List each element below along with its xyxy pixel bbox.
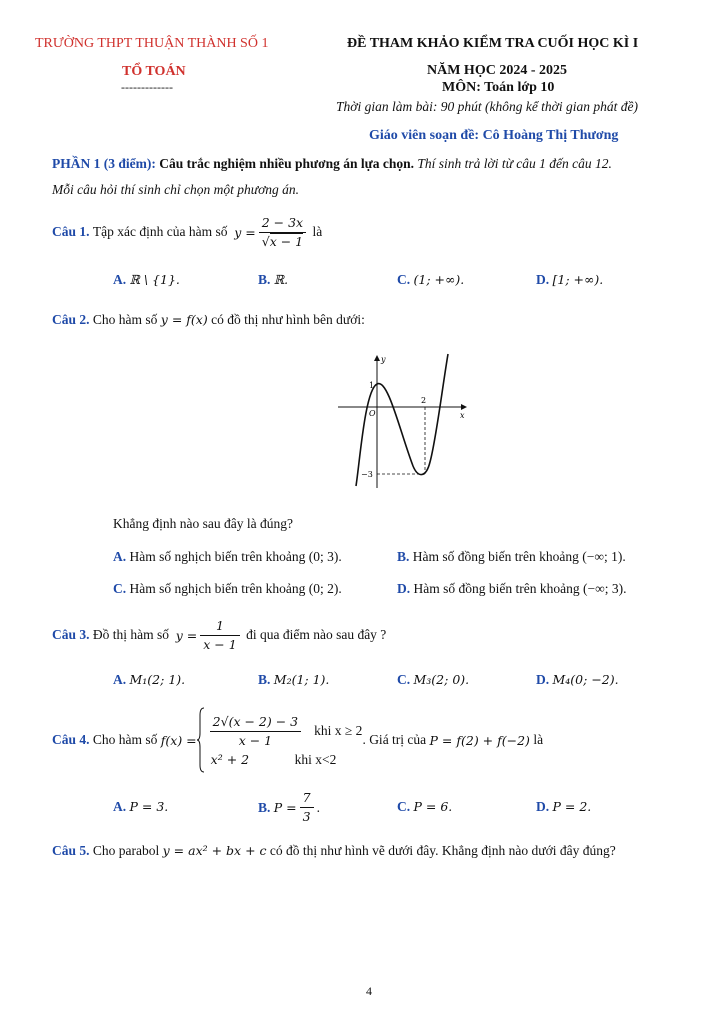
question-3	[52, 615, 386, 655]
case-1-fraction	[210, 713, 301, 750]
option-b-denominator: 3	[302, 809, 311, 824]
option-text: M₄(0; −2).	[552, 672, 619, 687]
q4-label: Câu 4.	[52, 732, 90, 747]
q1-tail: là	[312, 224, 323, 239]
question-1	[52, 212, 322, 252]
option-label: D.	[536, 672, 550, 687]
question-2	[52, 312, 365, 328]
option-label: C.	[397, 672, 411, 687]
case-1-denominator: x − 1	[238, 732, 273, 748]
option-label: A.	[113, 799, 127, 814]
tick-minus-3: −3	[361, 470, 373, 479]
case-2	[207, 752, 363, 768]
q2-graph	[330, 350, 480, 490]
option-text: P = 6.	[413, 799, 453, 814]
part1-instruction: Thí sinh trả lời từ câu 1 đến câu 12.	[417, 156, 612, 171]
q1-denominator: √x − 1	[261, 233, 304, 249]
option-label: B.	[397, 549, 410, 564]
q5-func: y = ax² + bx + c	[162, 843, 267, 858]
case-1-numerator: 2√(x − 2) − 3	[210, 713, 301, 732]
option-label: A.	[113, 549, 127, 564]
q1-y: y =	[234, 224, 256, 240]
q1-label: Câu 1.	[52, 224, 90, 239]
function-curve	[356, 354, 448, 486]
option-label: B.	[258, 799, 271, 815]
q2-prompt: Khẳng định nào sau đây là đúng?	[113, 516, 293, 531]
q3-text: Đồ thị hàm số	[92, 627, 170, 642]
q1-option-c[interactable]	[397, 272, 464, 288]
option-label: D.	[536, 799, 550, 814]
q5-label: Câu 5.	[52, 843, 90, 858]
q5-text-1: Cho parabol	[92, 843, 160, 858]
subject: MÔN: Toán lớp 10	[442, 80, 555, 95]
option-label: C.	[397, 799, 411, 814]
option-text: (1; +∞).	[413, 272, 465, 287]
case-2-condition: khi x<2	[294, 751, 337, 767]
q3-label: Câu 3.	[52, 627, 90, 642]
q2-option-c[interactable]	[113, 581, 342, 597]
q2-label: Câu 2.	[52, 312, 90, 327]
case-1	[207, 713, 363, 750]
q2-func: y = f(x)	[160, 312, 208, 327]
tick-1: 1	[369, 381, 375, 390]
part1-title: Câu trắc nghiệm nhiều phương án lựa chọn.	[159, 156, 414, 171]
tick-2: 2	[421, 396, 427, 405]
y-axis-label: y	[381, 355, 386, 364]
question-5	[52, 843, 616, 859]
q4-option-d[interactable]	[536, 799, 591, 815]
group-name: TỔ TOÁN	[122, 64, 186, 79]
option-b-numerator: 7	[300, 789, 314, 808]
group-rule: -------------	[121, 80, 173, 94]
q2-option-d[interactable]	[397, 581, 626, 597]
part1-line1	[52, 156, 612, 172]
option-label: D.	[536, 272, 550, 287]
option-text: P = 3.	[129, 799, 169, 814]
q2-text-2: có đồ thị như hình bên dưới:	[211, 312, 365, 327]
q5-text-2: có đồ thị như hình vẽ dưới đây. Khẳng định nào dưới đây đúng?	[269, 843, 616, 858]
origin-label: O	[369, 409, 376, 418]
option-text: M₃(2; 0).	[413, 672, 470, 687]
q3-fraction	[200, 617, 239, 654]
part1-label: PHẦN 1 (3 điểm):	[52, 156, 156, 171]
exam-title: ĐỀ THAM KHẢO KIỂM TRA CUỐI HỌC KÌ I	[347, 36, 639, 51]
page-number: 4	[366, 984, 372, 998]
q1-numerator: 2 − 3x	[259, 214, 306, 233]
option-text: Hàm số nghịch biến trên khoảng (0; 2).	[129, 581, 342, 596]
q1-option-d[interactable]	[536, 272, 603, 288]
case-1-condition: khi x ≥ 2	[314, 723, 363, 738]
q3-y: y =	[175, 627, 198, 643]
school-year: NĂM HỌC 2024 - 2025	[427, 63, 567, 78]
option-text: Hàm số đồng biến trên khoảng (−∞; 3).	[413, 581, 627, 596]
option-label: A.	[113, 272, 127, 287]
q2-option-b[interactable]	[397, 549, 626, 565]
q1-radicand: x − 1	[269, 233, 304, 249]
q4-expression: P = f(2) + f(−2)	[429, 732, 530, 748]
q3-tail: đi qua điểm nào sau đây ?	[246, 627, 387, 642]
option-text: Hàm số đồng biến trên khoảng (−∞; 1).	[412, 549, 626, 564]
q3-option-d[interactable]	[536, 672, 619, 688]
q3-numerator: 1	[200, 617, 239, 636]
q2-text-1: Cho hàm số	[92, 312, 158, 327]
q3-denominator: x − 1	[203, 636, 237, 652]
q1-text: Tập xác định của hàm số	[92, 224, 228, 239]
option-label: C.	[397, 272, 411, 287]
option-label: B.	[258, 672, 271, 687]
q3-option-c[interactable]	[397, 672, 469, 688]
option-b-fraction	[300, 789, 314, 826]
question-4	[52, 706, 543, 774]
teacher: Giáo viên soạn đề: Cô Hoàng Thị Thương	[369, 128, 619, 143]
option-text: ℝ.	[273, 272, 289, 287]
option-text: Hàm số nghịch biến trên khoảng (0; 3).	[129, 549, 342, 564]
school-name: TRƯỜNG THPT THUẬN THÀNH SỐ 1	[35, 36, 269, 51]
piecewise-brace	[197, 707, 205, 773]
q4-option-c[interactable]	[397, 799, 452, 815]
option-label: A.	[113, 672, 127, 687]
q3-option-b[interactable]	[258, 672, 329, 688]
x-axis-label: x	[460, 411, 465, 420]
time-note: Thời gian làm bài: 90 phút (không kể thời gian phát đề)	[336, 99, 639, 114]
part1-instruction-2: Mỗi câu hỏi thí sinh chỉ chọn một phương án.	[52, 182, 300, 197]
q4-option-b[interactable]: B. P = $\frac{7}{3}$ .	[258, 790, 320, 824]
piecewise-cases	[207, 713, 363, 768]
q2-option-a[interactable]	[113, 549, 342, 565]
case-2-expr: x² + 2	[210, 752, 250, 767]
q3-option-a[interactable]	[113, 672, 185, 688]
q1-fraction	[259, 214, 306, 251]
option-text: [1; +∞).	[552, 272, 604, 287]
option-text: M₁(2; 1).	[129, 672, 186, 687]
q4-tail-2: là	[533, 732, 544, 747]
option-label: B.	[258, 272, 271, 287]
q4-tail-1: . Giá trị của	[362, 732, 427, 747]
option-text: P = 2.	[552, 799, 592, 814]
q4-text: Cho hàm số	[92, 732, 158, 747]
q1-option-a[interactable]	[113, 272, 180, 288]
option-text: ℝ \ {1}.	[129, 272, 180, 287]
q1-option-b[interactable]	[258, 272, 288, 288]
q4-option-a[interactable]	[113, 799, 168, 815]
option-label: C.	[113, 581, 127, 596]
q4-fx: f(x) =	[160, 732, 197, 748]
option-label: D.	[397, 581, 411, 596]
option-text: P =	[273, 800, 297, 815]
option-text: M₂(1; 1).	[273, 672, 330, 687]
